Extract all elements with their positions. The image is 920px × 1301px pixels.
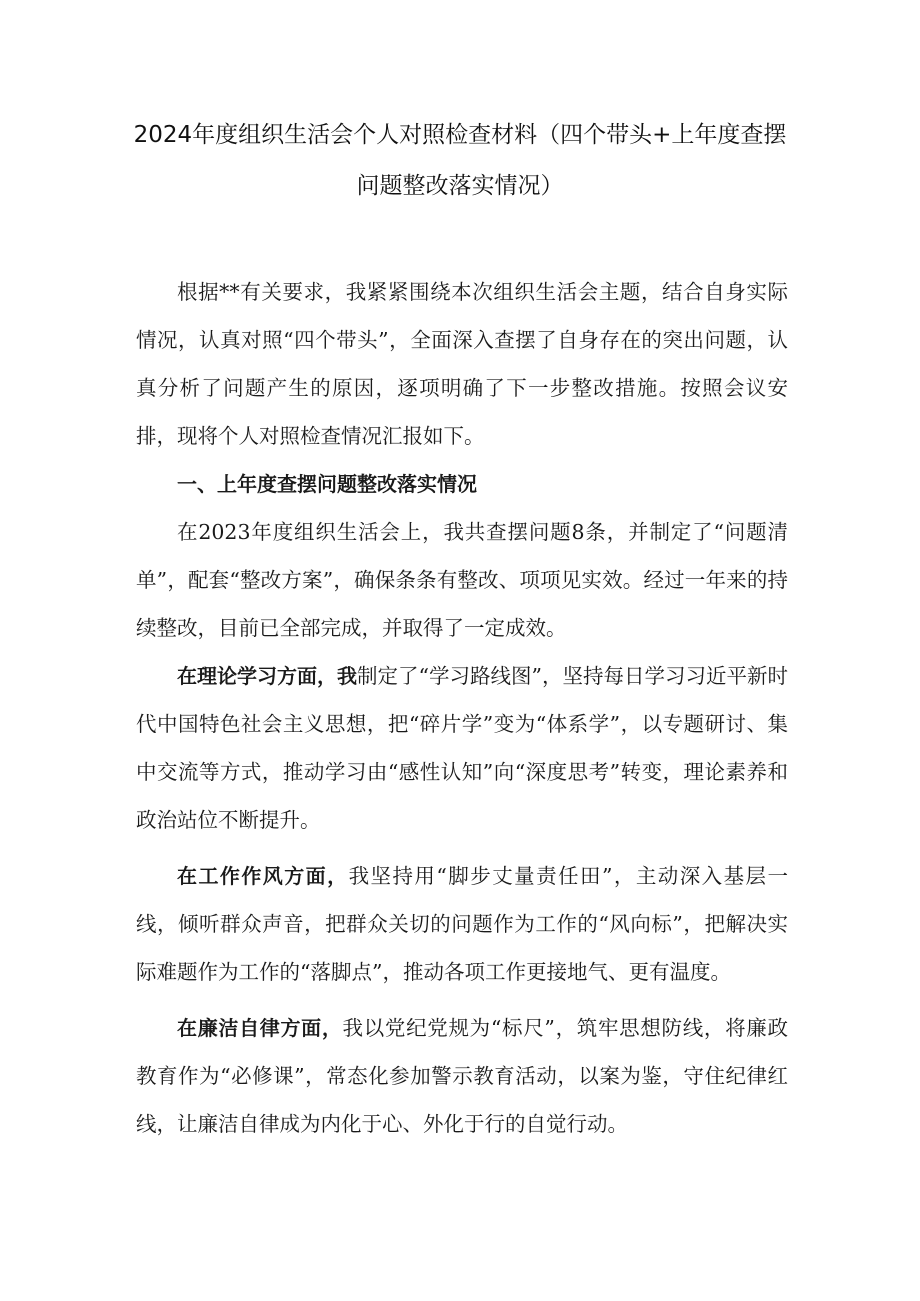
integrity-lead: 在廉洁自律方面， (177, 1016, 343, 1040)
section-1-intro-paragraph: 在2023年度组织生活会上，我共查摆问题8条，并制定了“问题清单”，配套“整改方案”，确保条条有整改、项项见实效。经过一年来的持续整改，目前已全部完成，并取得了一定成效。 (136, 520, 788, 640)
section-1-heading: 一、上年度查摆问题整改落实情况 (177, 472, 477, 496)
integrity-paragraph (136, 1004, 788, 1148)
document-body (136, 268, 788, 1148)
document-title-line-2: 问题整改落实情况） (356, 173, 564, 199)
work-style-paragraph (136, 852, 788, 996)
integrity-text: 我以党纪党规为“标尺”，筑牢思想防线，将廉政教育作为“必修课”，常态化参加警示教育活动，以案为鉴，守住纪律红线，让廉洁自律成为内化于心、外化于行的自觉行动。 (136, 1016, 788, 1136)
theory-study-text: 制定了“学习路线图”，坚持每日学习习近平新时代中国特色社会主义思想，把“碎片学”变为“体系学”，以专题研讨、集中交流等方式，推动学习由“感性认知”向“深度思考”转变，理论素养和政治站位不断提升。 (136, 664, 788, 832)
work-style-text: 我坚持用“脚步丈量责任田”，主动深入基层一线，倾听群众声音，把群众关切的问题作为工作的“风向标”，把解决实际难题作为工作的“落脚点”，推动各项工作更接地气、更有温度。 (136, 864, 789, 984)
work-style-lead: 在工作作风方面， (177, 864, 349, 888)
theory-study-lead: 在理论学习方面，我 (177, 664, 358, 688)
document-title-line-1: 2024年度组织生活会个人对照检查材料（四个带头+上年度查摆 (133, 122, 787, 148)
theory-study-paragraph (136, 652, 788, 844)
intro-paragraph: 根据**有关要求，我紧紧围绕本次组织生活会主题，结合自身实际情况，认真对照“四个带头”，全面深入查摆了自身存在的突出问题，认真分析了问题产生的原因，逐项明确了下一步整改措施。按照会议安排，现将个人对照检查情况汇报如下。 (136, 280, 788, 448)
